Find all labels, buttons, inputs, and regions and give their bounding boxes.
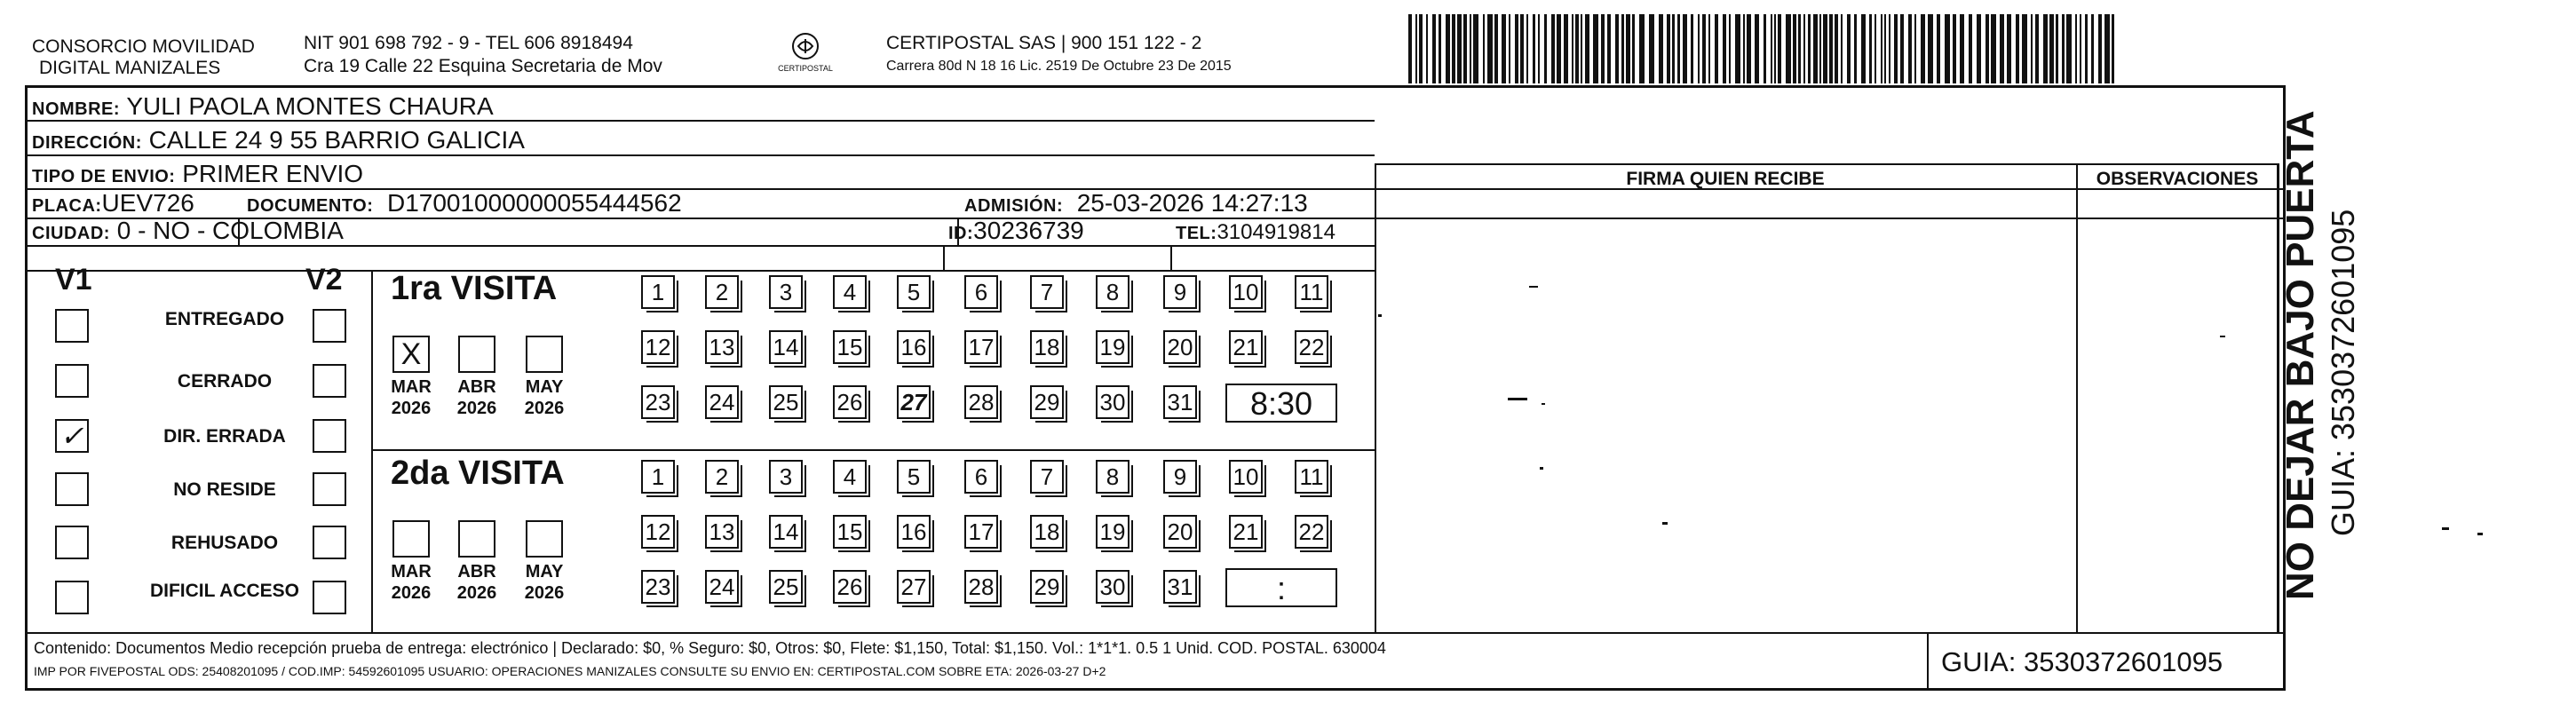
barcode-bar — [1945, 14, 1950, 83]
barcode-bar — [2098, 14, 2102, 83]
barcode-bar — [1921, 14, 1925, 83]
barcode-bar — [1439, 14, 1441, 83]
barcode-bar — [1446, 14, 1450, 83]
barcode-bar — [1708, 14, 1710, 83]
barcode-bar — [1593, 14, 1598, 83]
month-year: 2026 — [524, 583, 565, 603]
day-box[interactable]: 11 — [1295, 275, 1328, 309]
barcode-bar — [1960, 14, 1964, 83]
vehicle-plate: PLACA:UEV726 — [32, 189, 194, 217]
day-box[interactable]: 11 — [1295, 460, 1328, 494]
day-box[interactable]: 17 — [964, 515, 998, 549]
month-name: ABR — [457, 562, 496, 581]
month-checkbox[interactable] — [526, 336, 563, 373]
barcode-bar — [1672, 14, 1675, 83]
barcode-bar — [1626, 14, 1630, 83]
barcode-bar — [1861, 14, 1866, 83]
barcode-bar — [1585, 14, 1589, 83]
barcode-bar — [1986, 14, 1989, 83]
day-box[interactable]: 25 — [769, 570, 803, 604]
day-box[interactable]: 12 — [641, 330, 675, 364]
day-box[interactable]: 7 — [1030, 460, 1064, 494]
barcode-bar — [1764, 14, 1766, 83]
barcode-bar — [2075, 14, 2077, 83]
v2-checkbox[interactable] — [313, 419, 346, 453]
barcode-bar — [2056, 14, 2058, 83]
content-details: Contenido: Documentos Medio recepción prueba de entrega: electrónico | Declarado: $0, % Seguro: $0, Otros: $0, Flete: $1,150, Total: $1,150. Vol.: 1*1*1. 0.5 1 Unid. COD. POSTAL. 630004 — [34, 639, 1386, 657]
month-label — [450, 561, 503, 604]
month-year: 2026 — [524, 399, 565, 418]
day-box[interactable]: 24 — [705, 385, 739, 419]
day-box[interactable]: 4 — [833, 460, 867, 494]
visit-time[interactable]: : — [1225, 568, 1337, 607]
barcode-bar — [2091, 14, 2094, 83]
barcode-bar — [1953, 14, 1956, 83]
day-box[interactable]: 1 — [641, 275, 675, 309]
barcode-bar — [1991, 14, 1996, 83]
month-label — [450, 376, 503, 419]
month-name: MAY — [525, 377, 564, 397]
day-box[interactable]: 21 — [1229, 330, 1263, 364]
barcode-bar — [1914, 14, 1916, 83]
barcode-bar — [1881, 14, 1882, 83]
month-year: 2026 — [456, 583, 497, 603]
barcode-bar — [1884, 14, 1886, 83]
day-box[interactable]: 8 — [1096, 275, 1129, 309]
observations-column-header: OBSERVACIONES — [2096, 169, 2259, 189]
day-box[interactable]: 12 — [641, 515, 675, 549]
barcode-bar — [1432, 14, 1436, 83]
company-name-line1: CONSORCIO MOVILIDAD — [32, 36, 255, 57]
day-box[interactable]: 4 — [833, 275, 867, 309]
v1-header: V1 — [55, 263, 92, 297]
day-box[interactable]: 2 — [705, 460, 739, 494]
day-box[interactable]: 16 — [897, 515, 931, 549]
month-checkbox[interactable] — [392, 520, 430, 558]
certipostal-logo — [774, 30, 836, 80]
barcode-bar — [1677, 14, 1680, 83]
visit-time[interactable]: 8:30 — [1225, 384, 1337, 423]
barcode-bar — [1774, 14, 1776, 83]
barcode-bar — [1747, 14, 1751, 83]
v1-check-mark: ✓ — [59, 420, 84, 452]
barcode-bar — [1659, 14, 1663, 83]
barcode-bar — [1875, 14, 1876, 83]
day-box[interactable]: 3 — [769, 460, 803, 494]
barcode-bar — [1735, 14, 1740, 83]
barcode-bar — [2085, 14, 2088, 83]
day-box[interactable]: 23 — [641, 385, 675, 419]
barcode-bar — [1702, 14, 1706, 83]
recipient-id: ID:30236739 — [948, 217, 1084, 244]
barcode-bar — [1928, 14, 1933, 83]
barcode-bar — [1564, 14, 1568, 83]
month-label — [384, 376, 438, 419]
barcode-bar — [1771, 14, 1772, 83]
barcode-bar — [1755, 14, 1759, 83]
barcode-bar — [2022, 14, 2027, 83]
day-box[interactable]: 24 — [705, 570, 739, 604]
day-box[interactable]: 10 — [1229, 275, 1263, 309]
recipient-phone: TEL:3104919814 — [1176, 220, 1336, 244]
day-box[interactable]: 28 — [964, 385, 998, 419]
side-speck — [2442, 527, 2449, 530]
day-box[interactable]: 1 — [641, 460, 675, 494]
v2-checkbox[interactable] — [313, 364, 346, 398]
barcode-bar — [2016, 14, 2019, 83]
barcode-bar — [1632, 14, 1635, 83]
v1-checkbox[interactable] — [55, 419, 89, 453]
barcode-bar — [1889, 14, 1890, 83]
day-box[interactable]: 29 — [1030, 385, 1064, 419]
admission-date: ADMISIÓN: 25-03-2026 14:27:13 — [964, 189, 1308, 217]
day-box[interactable]: 30 — [1096, 570, 1129, 604]
barcode-bar — [1487, 14, 1493, 83]
visit-title: 1ra VISITA — [391, 270, 558, 307]
month-year: 2026 — [391, 583, 432, 603]
barcode-bar — [1572, 14, 1573, 83]
barcode-bar — [1463, 14, 1467, 83]
day-box[interactable]: 30 — [1096, 385, 1129, 419]
barcode-bar — [1526, 14, 1528, 83]
day-box[interactable]: 25 — [769, 385, 803, 419]
v1-checkbox[interactable] — [55, 364, 89, 398]
day-box[interactable]: 5 — [897, 275, 931, 309]
side-guide-number: GUIA: 3530372601095 — [2325, 209, 2361, 536]
barcode-bar — [1509, 14, 1510, 83]
footer-guide-number: GUIA: 3530372601095 — [1941, 646, 2223, 677]
barcode-bar — [1502, 14, 1506, 83]
barcode-bar — [2112, 14, 2114, 83]
barcode-bar — [1869, 14, 1872, 83]
month-name: ABR — [457, 377, 496, 397]
barcode-bar — [1557, 14, 1561, 83]
logo-text: CERTIPOSTAL — [778, 64, 833, 73]
v1-checkbox[interactable] — [55, 309, 89, 343]
barcode-bar — [1483, 14, 1485, 83]
v2-checkbox[interactable] — [313, 526, 346, 559]
day-box[interactable]: 10 — [1229, 460, 1263, 494]
month-name: MAY — [525, 562, 564, 581]
barcode-bar — [1649, 14, 1654, 83]
recipient-city: CIUDAD: 0 - NO - COLOMBIA — [32, 217, 344, 244]
barcode-bar — [1847, 14, 1851, 83]
nit-line: NIT 901 698 792 - 9 - TEL 606 8918494 — [304, 33, 633, 53]
barcode-bar — [2007, 14, 2011, 83]
day-box[interactable]: 28 — [964, 570, 998, 604]
v2-checkbox[interactable] — [313, 581, 346, 614]
barcode-bar — [2049, 14, 2054, 83]
month-label — [384, 561, 438, 604]
month-name: MAR — [391, 377, 432, 397]
barcode-bar — [1743, 14, 1745, 83]
barcode-bar — [1894, 14, 1898, 83]
v2-checkbox[interactable] — [313, 472, 346, 506]
barcode-bar — [1698, 14, 1700, 83]
barcode-bar — [1544, 14, 1547, 83]
barcode-bar — [1408, 14, 1412, 83]
barcode-bar — [1900, 14, 1904, 83]
barcode-bar — [1829, 14, 1833, 83]
barcode-bar — [1415, 14, 1417, 83]
barcode-bar — [1639, 14, 1645, 83]
barcode-bar — [2000, 14, 2004, 83]
address-line: Cra 19 Calle 22 Esquina Secretaria de Mov — [304, 56, 662, 76]
barcode-bar — [1551, 14, 1555, 83]
day-box[interactable]: 9 — [1163, 460, 1197, 494]
barcode-bar — [1729, 14, 1731, 83]
day-box[interactable]: 13 — [705, 515, 739, 549]
day-box[interactable]: 26 — [833, 385, 867, 419]
day-box[interactable]: 19 — [1096, 515, 1129, 549]
month-label — [518, 376, 571, 419]
barcode-bar — [1667, 14, 1670, 83]
barcode-bar — [1854, 14, 1857, 83]
v1-checkbox[interactable] — [55, 581, 89, 614]
day-box[interactable]: 7 — [1030, 275, 1064, 309]
day-box[interactable]: 9 — [1163, 275, 1197, 309]
v2-checkbox[interactable] — [313, 309, 346, 343]
barcode-bar — [1969, 14, 1972, 83]
barcode-bar — [1723, 14, 1726, 83]
barcode-bar — [1607, 14, 1611, 83]
month-year: 2026 — [391, 399, 432, 418]
barcode-bar — [1419, 14, 1423, 83]
day-box[interactable]: 6 — [964, 460, 998, 494]
day-box[interactable]: 2 — [705, 275, 739, 309]
barcode-bar — [1581, 14, 1582, 83]
barcode-bar — [1515, 14, 1518, 83]
barcode-bar — [2043, 14, 2048, 83]
barcode-bar — [1977, 14, 1981, 83]
barcode-bar — [1575, 14, 1579, 83]
barcode-bar — [1808, 14, 1811, 83]
signature-column-header: FIRMA QUIEN RECIBE — [1626, 169, 1825, 189]
side-speck — [2477, 533, 2483, 535]
barcode-bar — [1538, 14, 1540, 83]
barcode-bar — [1601, 14, 1605, 83]
month-checkbox[interactable] — [458, 520, 495, 558]
visit-title: 2da VISITA — [391, 455, 565, 492]
barcode-bar — [2066, 14, 2072, 83]
v1-checkbox[interactable] — [55, 472, 89, 506]
barcode-bar — [1457, 14, 1462, 83]
barcode-bar — [2080, 14, 2081, 83]
day-box[interactable]: 16 — [897, 330, 931, 364]
day-box[interactable]: 17 — [964, 330, 998, 364]
barcode-bar — [2031, 14, 2033, 83]
barcode-bar — [1533, 14, 1535, 83]
day-box[interactable]: 20 — [1163, 330, 1197, 364]
barcode-bar — [2035, 14, 2039, 83]
status-option-label: NO RESIDE — [173, 479, 276, 500]
recipient-address: DIRECCIÓN: CALLE 24 9 55 BARRIO GALICIA — [32, 126, 525, 154]
day-box[interactable]: 22 — [1295, 515, 1328, 549]
status-option-label: CERRADO — [177, 371, 273, 392]
status-option-label: DIR. ERRADA — [163, 426, 286, 447]
day-box[interactable]: 22 — [1295, 330, 1328, 364]
barcode-bar — [1786, 14, 1791, 83]
day-box[interactable]: 14 — [769, 330, 803, 364]
month-checkbox[interactable] — [526, 520, 563, 558]
barcode-bar — [1835, 14, 1838, 83]
day-box[interactable]: 3 — [769, 275, 803, 309]
day-box[interactable]: 26 — [833, 570, 867, 604]
barcode-bar — [1715, 14, 1718, 83]
carrier-line: CERTIPOSTAL SAS | 900 151 122 - 2 — [886, 33, 1202, 53]
day-box[interactable]: 13 — [705, 330, 739, 364]
status-option-label: ENTREGADO — [164, 309, 285, 329]
month-name: MAR — [391, 562, 432, 581]
v2-header: V2 — [305, 263, 343, 297]
barcode-bar — [1803, 14, 1805, 83]
day-box[interactable]: 23 — [641, 570, 675, 604]
day-box[interactable]: 6 — [964, 275, 998, 309]
barcode-bar — [1908, 14, 1912, 83]
barcode-bar — [1473, 14, 1478, 83]
barcode-bar — [2062, 14, 2065, 83]
shipment-type: TIPO DE ENVIO: PRIMER ENVIO — [32, 160, 364, 187]
month-label — [518, 561, 571, 604]
barcode-bar — [2104, 14, 2110, 83]
barcode-bar — [1691, 14, 1693, 83]
day-box[interactable]: 19 — [1096, 330, 1129, 364]
day-box[interactable]: 27 — [897, 570, 931, 604]
day-box[interactable]: 27 — [897, 385, 931, 419]
day-box[interactable]: 18 — [1030, 515, 1064, 549]
month-checkbox[interactable] — [392, 336, 430, 373]
barcode-bar — [1793, 14, 1796, 83]
day-box[interactable]: 18 — [1030, 330, 1064, 364]
barcode-bar — [1937, 14, 1940, 83]
barcode-bar — [1778, 14, 1781, 83]
document-number: DOCUMENTO: D17001000000055444562 — [247, 189, 682, 217]
day-box[interactable]: 5 — [897, 460, 931, 494]
day-box[interactable]: 31 — [1163, 570, 1197, 604]
barcode-bar — [1426, 14, 1428, 83]
recipient-name: NOMBRE: YULI PAOLA MONTES CHAURA — [32, 92, 494, 120]
v1-checkbox[interactable] — [55, 526, 89, 559]
barcode-bar — [1621, 14, 1624, 83]
month-year: 2026 — [456, 399, 497, 418]
barcode-bar — [1823, 14, 1827, 83]
barcode-bar — [1819, 14, 1821, 83]
day-box[interactable]: 21 — [1229, 515, 1263, 549]
barcode-bar — [1615, 14, 1619, 83]
barcode-bar — [1798, 14, 1801, 83]
day-box[interactable]: 15 — [833, 515, 867, 549]
barcode-bar — [1520, 14, 1524, 83]
day-box[interactable]: 20 — [1163, 515, 1197, 549]
barcode-bar — [1813, 14, 1818, 83]
day-box[interactable]: 8 — [1096, 460, 1129, 494]
month-checkbox[interactable] — [458, 336, 495, 373]
carrier-license-line: Carrera 80d N 18 16 Lic. 2519 De Octubre 23 De 2015 — [886, 59, 1232, 74]
day-box[interactable]: 31 — [1163, 385, 1197, 419]
status-option-label: DIFICIL ACCESO — [149, 581, 299, 601]
barcode-bar — [1683, 14, 1687, 83]
day-box[interactable]: 15 — [833, 330, 867, 364]
day-box[interactable]: 14 — [769, 515, 803, 549]
day-box[interactable]: 29 — [1030, 570, 1064, 604]
barcode — [1408, 14, 2119, 83]
barcode-bar — [1452, 14, 1455, 83]
barcode-bar — [1470, 14, 1471, 83]
no-dejar-notice: NO DEJAR BAJO PUERTA — [2279, 110, 2322, 600]
company-name-line2: DIGITAL MANIZALES — [39, 58, 221, 78]
month-mark: X — [400, 337, 422, 371]
status-option-label: REHUSADO — [170, 533, 279, 553]
barcode-bar — [1494, 14, 1498, 83]
print-details: IMP POR FIVEPOSTAL ODS: 25408201095 / COD.IMP: 54592601095 USUARIO: OPERACIONES MANIZALES CONSULTE SU ENVIO EN: CERTIPOSTAL.COM SOBRE ETA: 2026-03-27 D+2 — [34, 664, 1106, 678]
barcode-bar — [1841, 14, 1843, 83]
